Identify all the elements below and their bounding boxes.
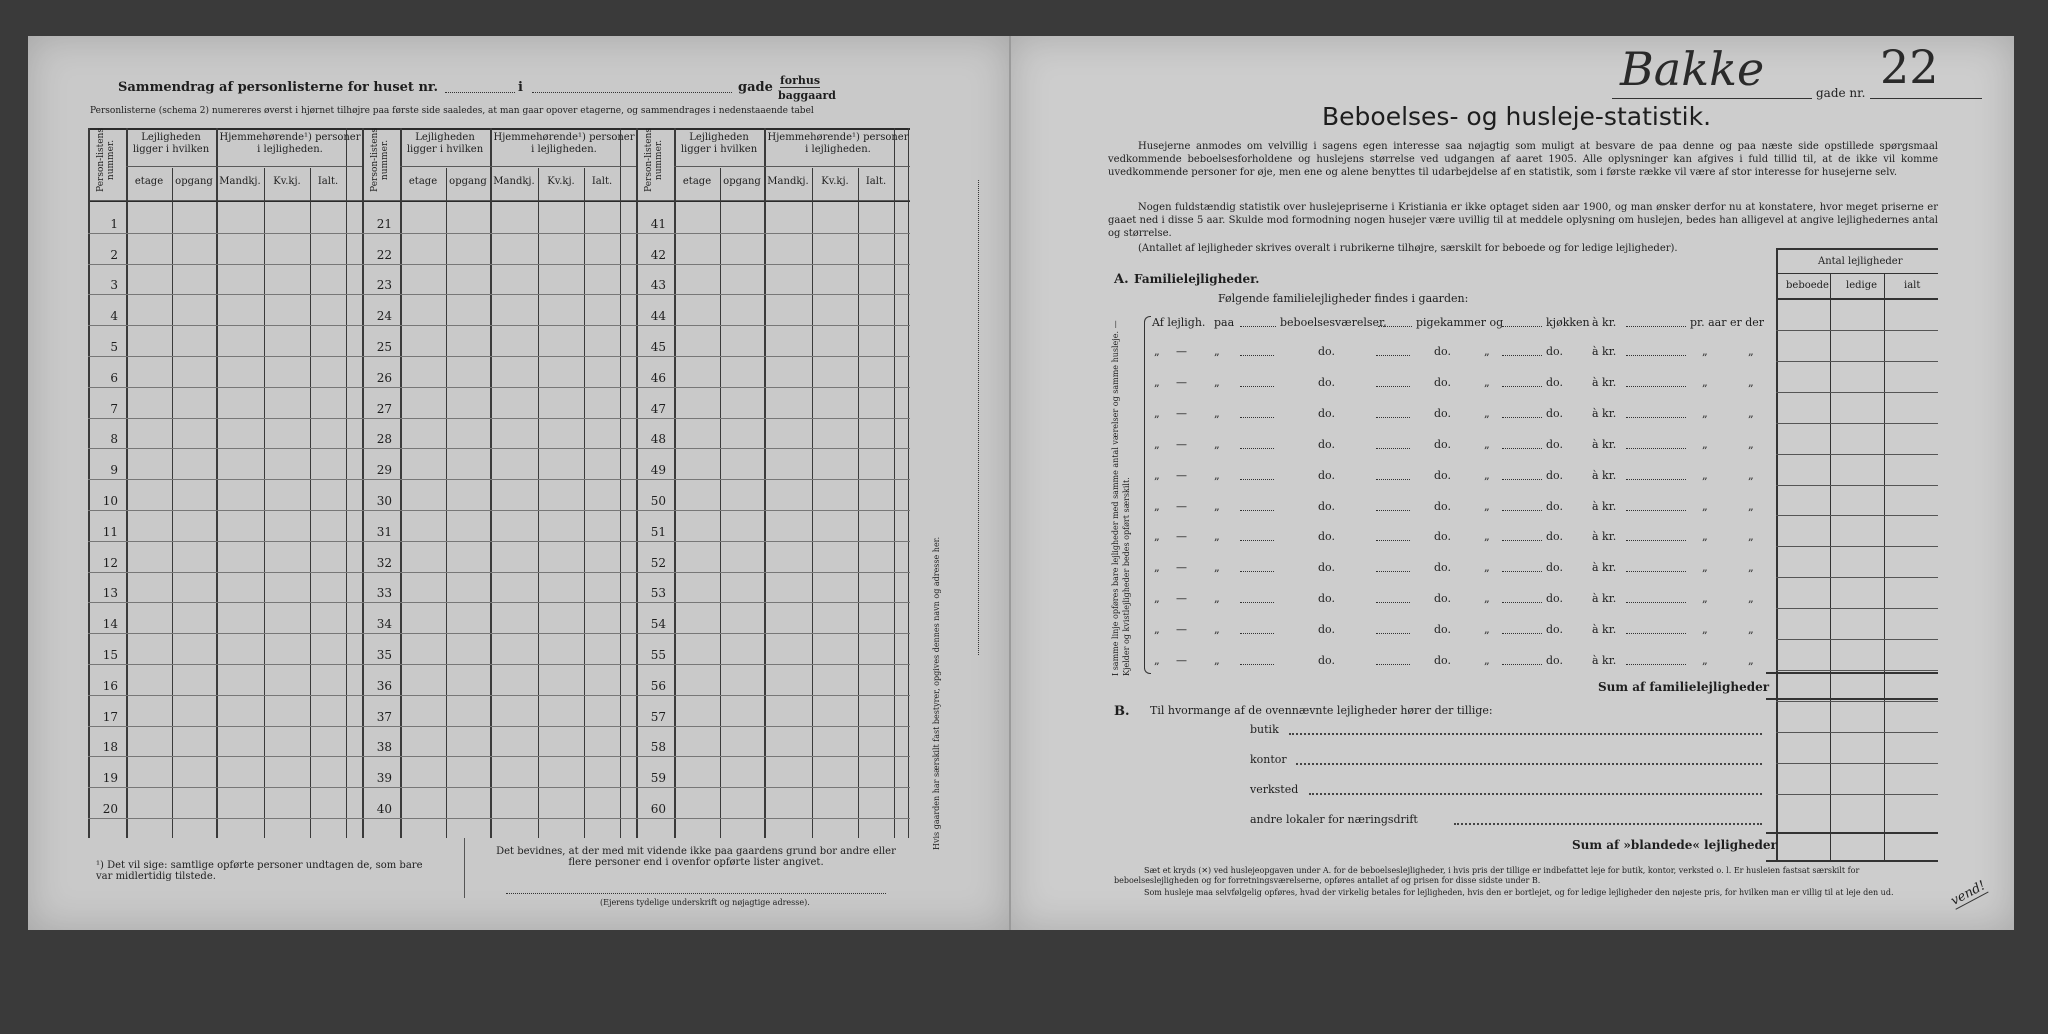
gade-nr-label: gade nr. [1816, 86, 1866, 100]
person-list-number: 24 [376, 309, 392, 324]
residents-header: Hjemmehørende¹) personer i lejligheden. [493, 132, 635, 155]
person-list-number: 4 [110, 309, 118, 324]
person-list-number: 15 [102, 648, 118, 662]
antal-row[interactable] [1776, 577, 1938, 578]
ialt-header: Ialt. [591, 176, 613, 187]
antal-ledige: ledige [1846, 280, 1878, 291]
person-list-number: 35 [376, 648, 392, 662]
intro-paragraph-2: Nogen fuldstændig statistik over huslejepriserne i Kristiania er ikke optaget siden aar 1900, og man ønsker derfor nu at konstatere, hvor meget priserne er gaaet ned i disse 5 aar. Skulde mod formodning nogen husejer være uvillig til at meddele oplysning om huslejen, bedes han alligevel at angive lejlighedernes antal og størrelse. [1108, 202, 1938, 239]
person-list-number: 41 [650, 216, 666, 231]
family-apartment-row[interactable]: „ — „ do. do. „ do. à kr. „ „ [1154, 499, 1754, 513]
person-list-number: 42 [650, 247, 666, 262]
left-header-i: i [518, 80, 523, 95]
person-list-number: 12 [102, 555, 118, 570]
table-row [88, 233, 910, 234]
mandkj-header: Mandkj. [219, 176, 261, 187]
house-number-field[interactable] [445, 92, 515, 93]
antal-row[interactable] [1776, 392, 1938, 393]
person-list-column-header: Person-listens nummer. [96, 128, 116, 192]
table-column-line [490, 128, 492, 838]
person-list-number: 28 [376, 432, 392, 447]
person-list-number: 46 [650, 370, 666, 385]
person-list-number: 8 [110, 432, 118, 447]
sum-mixed-label: Sum af »blandede« lejligheder [1572, 838, 1777, 852]
family-apartment-row[interactable]: „ — „ do. do. „ do. à kr. „ „ [1154, 654, 1754, 667]
person-list-number: 25 [376, 340, 392, 354]
section-b-item-field[interactable] [1296, 763, 1762, 765]
person-list-number: 48 [650, 432, 666, 447]
left-header-prefix: Sammendrag af personlisterne for huset nr. [118, 80, 439, 95]
person-list-number: 18 [102, 740, 118, 755]
kvkj-header: Kv.kj. [547, 176, 575, 187]
person-list-number: 58 [650, 740, 666, 755]
person-list-number: 16 [102, 678, 118, 693]
person-list-number: 32 [376, 555, 392, 570]
person-list-number: 60 [650, 802, 666, 816]
etage-header: etage [408, 176, 438, 187]
section-b-item-label: andre lokaler for næringsdrift [1250, 813, 1418, 826]
opgang-header: opgang [175, 176, 213, 187]
street-name-field[interactable] [532, 92, 732, 93]
person-list-number: 30 [376, 494, 392, 508]
person-list-number: 52 [650, 555, 666, 570]
person-list-number: 10 [102, 494, 118, 508]
apartment-location-header: Lejligheden ligger i hvilken [680, 132, 758, 155]
footnote: ¹) Det vil sige: samtlige opførte personer undtagen de, som bare var midlertidig tilstede. [96, 860, 423, 882]
certification-text: Det bevidnes, at der med mit vidende ikke paa gaardens grund bor andre eller flere personer end i ovenfor opførte lister angivet. [496, 846, 896, 868]
person-list-number: 44 [650, 309, 666, 324]
section-b-item-field[interactable] [1289, 733, 1762, 735]
bottom-divider [464, 838, 465, 898]
person-list-number: 26 [376, 370, 392, 385]
person-list-number: 37 [376, 709, 392, 724]
person-list-number: 50 [650, 494, 666, 508]
table-column-line [446, 168, 447, 838]
handwritten-number: 22 [1880, 40, 1939, 94]
mandkj-header: Mandkj. [493, 176, 535, 187]
family-apartment-row[interactable]: „ — „ do. do. „ do. à kr. „ „ [1154, 530, 1754, 544]
antal-row[interactable] [1776, 639, 1938, 640]
table-row [88, 325, 910, 326]
table-column-line [400, 128, 402, 838]
person-list-number: 49 [650, 463, 666, 478]
family-apartment-row[interactable]: „ — „ do. do. „ do. à kr. „ „ [1154, 468, 1754, 482]
antal-row[interactable] [1776, 763, 1938, 764]
table-column-line [620, 128, 621, 838]
person-list-number: 3 [110, 278, 118, 293]
person-list-number: 23 [376, 278, 392, 293]
antal-row[interactable] [1776, 361, 1938, 362]
table-column-line [88, 128, 90, 838]
person-list-number: 43 [650, 278, 666, 293]
table-column-line [858, 168, 859, 838]
section-a-intro: Følgende familielejligheder findes i gaarden: [1218, 292, 1469, 305]
person-list-column-header: Person-listens nummer. [370, 128, 390, 192]
person-list-number: 13 [102, 586, 118, 601]
antal-row[interactable] [1776, 670, 1938, 671]
family-apartment-row[interactable]: „ — „ do. do. „ do. à kr. „ „ [1154, 437, 1754, 451]
section-b-item-label: verksted [1250, 783, 1299, 796]
antal-row[interactable] [1776, 732, 1938, 733]
intro-paragraph-3: (Antallet af lejligheder skrives overalt i rubrikerne tilhøjre, særskilt for beboede og for ledige lejligheder). [1138, 243, 1678, 254]
person-list-number: 55 [650, 648, 666, 662]
table-column-line [636, 128, 638, 838]
person-list-number: 5 [110, 340, 118, 354]
table-row [88, 541, 910, 542]
person-list-number: 7 [110, 401, 118, 416]
person-list-column-header: Person-listens nummer. [644, 128, 664, 192]
left-header-gade: gade [738, 80, 773, 95]
table-row [88, 818, 910, 819]
kvkj-header: Kv.kj. [273, 176, 301, 187]
person-list-number: 38 [376, 740, 392, 755]
family-apartment-row[interactable]: „ — „ do. do. „ do. à kr. „ „ [1154, 375, 1754, 389]
table-row [88, 448, 910, 449]
kvkj-header: Kv.kj. [821, 176, 849, 187]
sum-family-label: Sum af familielejligheder [1598, 680, 1770, 694]
person-list-number: 9 [110, 463, 118, 478]
etage-header: etage [682, 176, 712, 187]
residents-header: Hjemmehørende¹) personer i lejligheden. [767, 132, 909, 155]
table-column-line [362, 128, 364, 838]
etage-header: etage [134, 176, 164, 187]
section-b-item-label: kontor [1250, 753, 1287, 766]
baggaard-label: baggaard [778, 89, 836, 102]
person-list-number: 19 [102, 771, 118, 786]
person-list-summary-table [88, 128, 910, 838]
table-row [88, 787, 910, 788]
table-row [88, 633, 910, 634]
section-b-item-field[interactable] [1454, 823, 1762, 825]
table-row [88, 695, 910, 696]
apartment-location-header: Lejligheden ligger i hvilken [132, 132, 210, 155]
table-row [88, 356, 910, 357]
person-list-number: 54 [650, 617, 666, 632]
person-list-number: 57 [650, 709, 666, 724]
table-column-line [310, 168, 311, 838]
antal-row[interactable] [1776, 546, 1938, 547]
table-row [88, 479, 910, 480]
table-row [88, 726, 910, 727]
table-column-line [126, 128, 128, 838]
person-list-number: 29 [376, 463, 392, 478]
table-row [88, 418, 910, 419]
person-list-number: 17 [102, 709, 118, 724]
antal-ialt: ialt [1904, 280, 1921, 291]
antal-row[interactable] [1776, 454, 1938, 455]
table-column-line [538, 168, 539, 838]
antal-beboede: beboede [1786, 280, 1829, 291]
person-list-number: 11 [102, 524, 118, 539]
mandkj-header: Mandkj. [767, 176, 809, 187]
rows-brace [1144, 316, 1151, 674]
owner-signature-field[interactable] [506, 893, 886, 894]
number-line [1870, 98, 1982, 99]
street-line [1612, 98, 1812, 99]
section-b-item-label: butik [1250, 723, 1279, 736]
manager-side-note: Hvis gaarden har særskilt fast bestyrer, opgives dennes navn og adresse her. [932, 536, 941, 850]
table-row [88, 387, 910, 388]
antal-row[interactable] [1776, 485, 1938, 486]
table-column-line [812, 168, 813, 838]
antal-row[interactable] [1776, 423, 1938, 424]
table-row [88, 510, 910, 511]
signature-label: (Ejerens tydelige underskrift og nøjagtige adresse). [600, 898, 810, 907]
note-cross: Sæt et kryds (✕) ved huslejeopgaven under A. for de beboelseslejligheder, i hvis pris der tillige er indbefattet leje for butik, kontor, verksted o. l. Er husleien fastsat særskilt for beboelseslejligheden og for forretningsværelserne, opføres antallet af og prisen for disse sidste under B. [1114, 866, 1860, 885]
family-apartment-row[interactable]: „ — „ do. do. „ do. à kr. „ „ [1154, 561, 1754, 575]
vertical-instruction: I samme linje opføres bare lejligheder med samme antal værelser og samme husleje. — Kjelder og kvistlejligheder bedes opført særskilt. [1111, 320, 1131, 676]
section-b-title: Til hvormange af de ovennævnte lejligheder hører der tillige: [1150, 704, 1493, 717]
ialt-header: Ialt. [865, 176, 887, 187]
person-list-number: 20 [102, 802, 118, 816]
person-list-number: 53 [650, 586, 666, 601]
table-row [88, 602, 910, 603]
person-list-number: 36 [376, 678, 392, 693]
antal-row[interactable] [1776, 701, 1938, 702]
table-column-line [172, 168, 173, 838]
antal-lejligheder-table [1776, 248, 1940, 862]
antal-header: Antal lejligheder [1818, 256, 1903, 267]
family-apartment-row[interactable]: „ — „ do. do. „ do. à kr. „ „ [1154, 623, 1754, 637]
person-list-number: 34 [376, 617, 392, 632]
left-subheader: Personlisterne (schema 2) numereres øverst i hjørnet tilhøjre paa første side saaledes, at man gaar opover etagerne, og sammendrages i nedenstaaende tabel [90, 106, 814, 116]
table-column-line [764, 128, 766, 838]
section-b-item-field[interactable] [1309, 793, 1762, 795]
table-column-line [346, 128, 347, 838]
family-apartment-row[interactable]: „ — „ do. do. „ do. à kr. „ „ [1154, 345, 1754, 358]
table-column-line [894, 128, 895, 838]
person-list-number: 27 [376, 401, 392, 416]
person-list-number: 45 [650, 340, 666, 354]
table-column-line [674, 128, 676, 838]
person-list-number: 47 [650, 401, 666, 416]
page-title: Beboelses- og husleje-statistik. [1322, 102, 1712, 131]
person-list-number: 59 [650, 771, 666, 786]
handwritten-street: Bakke [1620, 42, 1765, 96]
page-fold [1009, 36, 1011, 930]
apartment-location-header: Lejligheden ligger i hvilken [406, 132, 484, 155]
manager-field[interactable] [978, 180, 980, 655]
person-list-number: 51 [650, 524, 666, 539]
opgang-header: opgang [449, 176, 487, 187]
table-column-line [216, 128, 218, 838]
person-list-number: 40 [376, 802, 392, 816]
section-b-letter: B. [1114, 704, 1130, 719]
residents-header: Hjemmehørende¹) personer i lejligheden. [219, 132, 361, 155]
vend-mark: vend! [1948, 878, 1989, 909]
opgang-header: opgang [723, 176, 761, 187]
table-row [88, 294, 910, 295]
ialt-header: Ialt. [317, 176, 339, 187]
section-a-title: Familielejligheder. [1134, 272, 1260, 286]
person-list-number: 22 [376, 247, 392, 262]
person-list-number: 1 [110, 216, 118, 231]
person-list-number: 2 [110, 247, 118, 262]
person-list-number: 33 [376, 586, 392, 601]
table-row [88, 756, 910, 757]
table-column-line [720, 168, 721, 838]
antal-row[interactable] [1776, 794, 1938, 795]
antal-row[interactable] [1776, 330, 1938, 331]
person-list-number: 14 [102, 617, 118, 632]
intro-paragraph-1: Husejerne anmodes om velvillig i sagens egen interesse saa nøjagtig som muligt at besvare de paa denne og paa næste side opstillede spørgsmaal vedkommende beboelsesforholdene og huslejens størrelse ved udgangen af aaret 1905. Alle oplysninger kan afgives i fuld tillid til, at de ikke vil komme uvedkommende personer for øje, men ene og alene benyttes til udarbejdelse af en statistik, som i første række vil være af stor interesse for husejerne selv. [1108, 141, 1938, 178]
person-list-number: 6 [110, 370, 118, 385]
family-row-header: Af lejligh. paa beboelsesværelser, pigekammer og kjøkken à kr. pr. aar er der [1152, 316, 1765, 329]
person-list-number: 21 [376, 216, 392, 231]
table-row [88, 572, 910, 573]
family-apartment-row[interactable]: „ — „ do. do. „ do. à kr. „ „ [1154, 592, 1754, 606]
table-column-line [264, 168, 265, 838]
table-row [88, 664, 910, 665]
section-a-letter: A. [1114, 272, 1129, 287]
antal-row[interactable] [1776, 515, 1938, 516]
antal-row[interactable] [1776, 608, 1938, 609]
note-rent: Som husleje maa selvfølgelig opføres, hvad der virkelig betales for lejligheden, hvis den er bortlejet, og for ledige lejligheder den nøjeste pris, for hvilken man er villig til at leje den ud. [1144, 888, 1894, 897]
person-list-number: 56 [650, 678, 666, 693]
person-list-number: 31 [376, 524, 392, 539]
person-list-number: 39 [376, 771, 392, 786]
forhus-label: forhus [780, 74, 821, 87]
table-row [88, 264, 910, 265]
table-column-line [584, 168, 585, 838]
family-apartment-row[interactable]: „ — „ do. do. „ do. à kr. „ „ [1154, 406, 1754, 420]
